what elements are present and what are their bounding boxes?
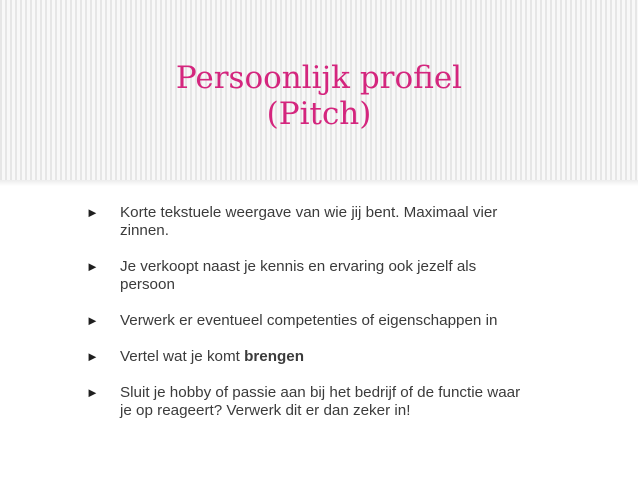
right-triangle-icon: ►	[86, 205, 99, 220]
slide-title	[0, 60, 638, 132]
bullet-item	[86, 384, 526, 420]
slide-title-line-2: (Pitch)	[266, 96, 372, 132]
bullet-text: Sluit je hobby of passie aan bij het bedrijf of de functie waar je op reageert? Verwerk dit er dan zeker in!	[120, 384, 521, 419]
right-triangle-icon: ►	[86, 385, 99, 400]
bullet-text: Korte tekstuele weergave van wie jij bent. Maximaal vier zinnen.	[120, 204, 498, 239]
bullet-text: Vertel wat je komt	[120, 348, 245, 365]
bullet-list	[86, 204, 526, 438]
bullet-item	[86, 348, 526, 366]
bullet-item	[86, 312, 526, 330]
right-triangle-icon: ►	[86, 259, 99, 274]
bullet-text: Verwerk er eventueel competenties of eigenschappen in	[120, 312, 498, 329]
right-triangle-icon: ►	[86, 349, 99, 364]
bullet-text: Je verkoopt naast je kennis en ervaring ook jezelf als persoon	[120, 258, 477, 293]
bullet-item	[86, 258, 526, 294]
bullet-item	[86, 204, 526, 240]
right-triangle-icon: ►	[86, 313, 99, 328]
bullet-emphasis: brengen	[244, 348, 305, 365]
slide-title-line-1: Persoonlijk profiel	[175, 60, 463, 96]
